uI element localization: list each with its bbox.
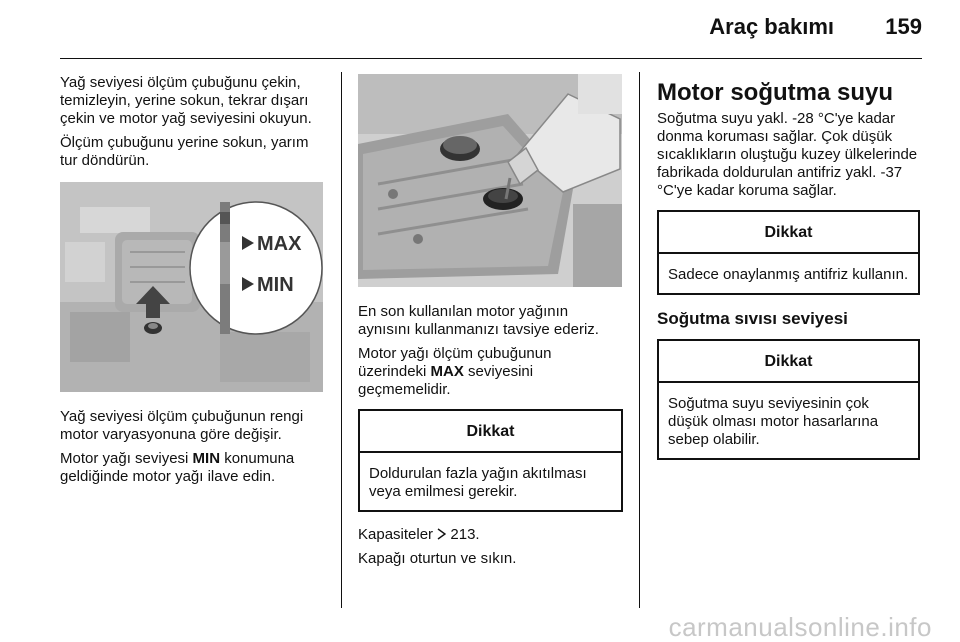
paragraph-coolant-info: Soğutma suyu yakl. -28 °C'ye kadar donma koruması sağlar. Çok düşük sıcaklıkların oluştuğu kuzey ülkelerinde fabrikada doldurulan antifriz yakl. -37 °C'ye kadar koruma sağlar. [657,110,918,199]
notice-title: Dikkat [659,341,918,383]
header-rule [60,58,922,59]
max-label-bold: MAX [430,363,464,380]
notice-body: Soğutma suyu seviyesinin çok düşük olması motor hasarlarına sebep olabilir. [668,395,879,448]
notice-title: Dikkat [659,212,918,254]
notice-body: Sadece onaylanmış antifriz kullanın. [668,266,909,283]
paragraph-capacities: Kapasiteler 213. [358,526,480,543]
min-label-bold: MIN [192,450,221,467]
paragraph-same-oil: En son kullanılan motor yağının aynısını kullanmanızı tavsiye ederiz. [358,303,599,338]
notice-body: Doldurulan fazla yağın akıtılması veya emilmesi gerekir. [369,465,587,500]
paragraph-dipstick-color: Yağ seviyesi ölçüm çubuğunun rengi motor varyasyonuna göre değişir. [60,408,304,443]
page-number: 159 [885,14,922,39]
subheading-coolant-level: Soğutma sıvısı seviyesi [657,309,848,328]
paragraph-max-level: Motor yağı ölçüm çubuğunun üzerindeki MAX seviyesini geçmemelidir. [358,345,552,398]
oil-filling-illustration-svg [358,74,622,287]
dipstick-max-label: MAX [257,233,302,255]
paragraph-tighten-cap: Kapağı oturtun ve sıkın. [358,550,517,567]
notice-box-coolant-level [657,339,920,460]
page-header-title: Araç bakımı [709,14,834,39]
column-2 [358,74,623,568]
oil-filling-illustration [358,74,622,287]
notice-box-excess-oil [358,409,623,512]
dipstick-illustration [60,182,323,392]
reference-arrow-icon [437,527,446,539]
watermark-text: carmanualsonline.info [668,612,932,642]
paragraph-add-oil: Motor yağı seviyesi MIN konumuna geldiğinde motor yağı ilave edin. [60,450,295,485]
column-divider-left [341,72,342,608]
paragraph-dipstick-insert: Ölçüm çubuğunu yerine sokun, yarım tur döndürün. [60,134,309,169]
column-divider-right [639,72,640,608]
column-1 [60,74,326,486]
paragraph-dipstick-pull: Yağ seviyesi ölçüm çubuğunu çekin, temizleyin, yerine sokun, tekrar dışarı çekin ve motor yağ seviyesini okuyun. [60,74,312,127]
notice-title: Dikkat [360,411,621,453]
notice-box-antifreeze [657,210,920,295]
dipstick-min-label: MIN [257,274,294,296]
column-3 [657,80,920,460]
dipstick-illustration-svg [60,182,323,392]
section-heading-coolant: Motor soğutma suyu [657,79,894,106]
